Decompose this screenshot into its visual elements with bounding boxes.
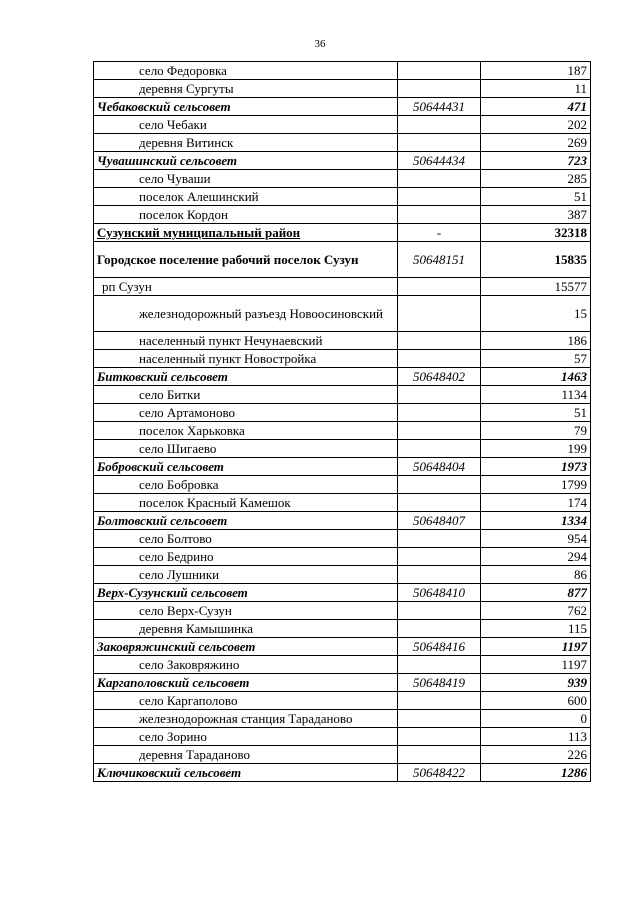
- row-population-cell: 51: [481, 404, 591, 422]
- table-row: [94, 674, 591, 692]
- row-code-cell: 50648402: [398, 368, 481, 386]
- row-name-cell: деревня Витинск: [94, 134, 398, 152]
- row-name-cell: Болтовский сельсовет: [94, 512, 398, 530]
- row-population-cell: 939: [481, 674, 591, 692]
- table-row: [94, 224, 591, 242]
- row-name-cell: Ключиковский сельсовет: [94, 764, 398, 782]
- row-population-cell: 226: [481, 746, 591, 764]
- row-population-cell: 79: [481, 422, 591, 440]
- row-code-cell: [398, 170, 481, 188]
- row-population-cell: 15: [481, 296, 591, 332]
- row-code-cell: [398, 476, 481, 494]
- row-code-cell: [398, 602, 481, 620]
- row-population-cell: 1197: [481, 656, 591, 674]
- row-name-cell: село Федоровка: [94, 62, 398, 80]
- table-row: [94, 404, 591, 422]
- row-code-cell: 50644431: [398, 98, 481, 116]
- row-name-cell: железнодорожный разъезд Новоосиновский: [94, 296, 398, 332]
- row-name-cell: деревня Сургуты: [94, 80, 398, 98]
- table-row: [94, 638, 591, 656]
- row-name-cell: село Шигаево: [94, 440, 398, 458]
- row-population-cell: 294: [481, 548, 591, 566]
- row-population-cell: 1799: [481, 476, 591, 494]
- row-population-cell: 1973: [481, 458, 591, 476]
- row-code-cell: [398, 134, 481, 152]
- row-population-cell: 1286: [481, 764, 591, 782]
- row-name-cell: село Зорино: [94, 728, 398, 746]
- row-code-cell: -: [398, 224, 481, 242]
- row-name-cell: село Заковряжино: [94, 656, 398, 674]
- table-row: [94, 350, 591, 368]
- row-population-cell: 1463: [481, 368, 591, 386]
- row-name-cell: Сузунский муниципальный район: [94, 224, 398, 242]
- row-code-cell: [398, 746, 481, 764]
- table-row: [94, 512, 591, 530]
- row-name-cell: село Битки: [94, 386, 398, 404]
- row-name-cell: населенный пункт Новостройка: [94, 350, 398, 368]
- row-code-cell: [398, 620, 481, 638]
- table-row: [94, 278, 591, 296]
- row-population-cell: 187: [481, 62, 591, 80]
- row-code-cell: [398, 566, 481, 584]
- row-code-cell: [398, 296, 481, 332]
- row-population-cell: 0: [481, 710, 591, 728]
- row-population-cell: 471: [481, 98, 591, 116]
- table-row: [94, 728, 591, 746]
- row-name-cell: Битковский сельсовет: [94, 368, 398, 386]
- row-population-cell: 86: [481, 566, 591, 584]
- row-code-cell: [398, 386, 481, 404]
- row-code-cell: [398, 710, 481, 728]
- row-name-cell: Чувашинский сельсовет: [94, 152, 398, 170]
- row-name-cell: село Верх-Сузун: [94, 602, 398, 620]
- row-code-cell: 50648151: [398, 242, 481, 278]
- row-code-cell: [398, 350, 481, 368]
- table-row: [94, 62, 591, 80]
- row-code-cell: 50648422: [398, 764, 481, 782]
- row-name-cell: поселок Алешинский: [94, 188, 398, 206]
- row-name-cell: Каргаполовский сельсовет: [94, 674, 398, 692]
- table-row: [94, 530, 591, 548]
- row-code-cell: [398, 188, 481, 206]
- row-name-cell: поселок Харьковка: [94, 422, 398, 440]
- row-population-cell: 1334: [481, 512, 591, 530]
- row-name-cell: село Лушники: [94, 566, 398, 584]
- row-name-cell: рп Сузун: [94, 278, 398, 296]
- row-population-cell: 954: [481, 530, 591, 548]
- row-name-cell: Бобровский сельсовет: [94, 458, 398, 476]
- row-population-cell: 285: [481, 170, 591, 188]
- table-row: [94, 764, 591, 782]
- table-row: [94, 368, 591, 386]
- row-population-cell: 762: [481, 602, 591, 620]
- table-row: [94, 152, 591, 170]
- row-code-cell: 50648407: [398, 512, 481, 530]
- row-code-cell: [398, 62, 481, 80]
- table-row: [94, 206, 591, 224]
- page-number: 36: [314, 38, 326, 50]
- row-population-cell: 174: [481, 494, 591, 512]
- row-population-cell: 202: [481, 116, 591, 134]
- row-population-cell: 57: [481, 350, 591, 368]
- row-code-cell: [398, 440, 481, 458]
- row-code-cell: 50648419: [398, 674, 481, 692]
- table-row: [94, 710, 591, 728]
- row-population-cell: 600: [481, 692, 591, 710]
- row-name-cell: Чебаковский сельсовет: [94, 98, 398, 116]
- table-row: [94, 134, 591, 152]
- row-name-cell: железнодорожная станция Тараданово: [94, 710, 398, 728]
- row-population-cell: 32318: [481, 224, 591, 242]
- row-name-cell: село Болтово: [94, 530, 398, 548]
- row-name-cell: населенный пункт Нечунаевский: [94, 332, 398, 350]
- row-population-cell: 186: [481, 332, 591, 350]
- row-code-cell: [398, 206, 481, 224]
- table-row: [94, 746, 591, 764]
- row-name-cell: село Каргаполово: [94, 692, 398, 710]
- table-row: [94, 440, 591, 458]
- table-row: [94, 494, 591, 512]
- table-row: [94, 620, 591, 638]
- row-code-cell: [398, 404, 481, 422]
- table-row: [94, 584, 591, 602]
- municipality-population-table: [93, 61, 591, 782]
- row-name-cell: деревня Тараданово: [94, 746, 398, 764]
- row-name-cell: деревня Камышинка: [94, 620, 398, 638]
- table-row: [94, 548, 591, 566]
- row-code-cell: [398, 728, 481, 746]
- row-population-cell: 199: [481, 440, 591, 458]
- row-code-cell: [398, 116, 481, 134]
- row-code-cell: 50648404: [398, 458, 481, 476]
- row-name-cell: Заковряжинский сельсовет: [94, 638, 398, 656]
- table-row: [94, 98, 591, 116]
- row-code-cell: [398, 548, 481, 566]
- row-population-cell: 269: [481, 134, 591, 152]
- table-row: [94, 386, 591, 404]
- row-name-cell: село Чуваши: [94, 170, 398, 188]
- row-population-cell: 113: [481, 728, 591, 746]
- table-row: [94, 80, 591, 98]
- row-code-cell: [398, 332, 481, 350]
- table-row: [94, 602, 591, 620]
- row-population-cell: 11: [481, 80, 591, 98]
- table-row: [94, 422, 591, 440]
- table-body: [94, 62, 591, 782]
- row-population-cell: 15835: [481, 242, 591, 278]
- row-code-cell: [398, 422, 481, 440]
- table-row: [94, 242, 591, 278]
- row-name-cell: село Чебаки: [94, 116, 398, 134]
- row-name-cell: поселок Красный Камешок: [94, 494, 398, 512]
- row-name-cell: село Артамоново: [94, 404, 398, 422]
- row-code-cell: 50644434: [398, 152, 481, 170]
- row-code-cell: [398, 494, 481, 512]
- row-population-cell: 877: [481, 584, 591, 602]
- row-population-cell: 387: [481, 206, 591, 224]
- table-row: [94, 692, 591, 710]
- row-code-cell: [398, 656, 481, 674]
- table-row: [94, 188, 591, 206]
- table-row: [94, 170, 591, 188]
- row-population-cell: 1197: [481, 638, 591, 656]
- row-population-cell: 1134: [481, 386, 591, 404]
- row-name-cell: поселок Кордон: [94, 206, 398, 224]
- row-code-cell: [398, 80, 481, 98]
- row-population-cell: 51: [481, 188, 591, 206]
- row-code-cell: [398, 530, 481, 548]
- table-row: [94, 566, 591, 584]
- row-name-cell: село Бобровка: [94, 476, 398, 494]
- row-code-cell: [398, 278, 481, 296]
- table-row: [94, 332, 591, 350]
- row-population-cell: 723: [481, 152, 591, 170]
- row-population-cell: 15577: [481, 278, 591, 296]
- row-name-cell: Городское поселение рабочий поселок Сузун: [94, 242, 398, 278]
- table-row: [94, 476, 591, 494]
- table-row: [94, 296, 591, 332]
- table-row: [94, 656, 591, 674]
- table-row: [94, 458, 591, 476]
- row-name-cell: село Бедрино: [94, 548, 398, 566]
- row-code-cell: 50648410: [398, 584, 481, 602]
- row-code-cell: 50648416: [398, 638, 481, 656]
- row-population-cell: 115: [481, 620, 591, 638]
- table-row: [94, 116, 591, 134]
- row-code-cell: [398, 692, 481, 710]
- row-name-cell: Верх-Сузунский сельсовет: [94, 584, 398, 602]
